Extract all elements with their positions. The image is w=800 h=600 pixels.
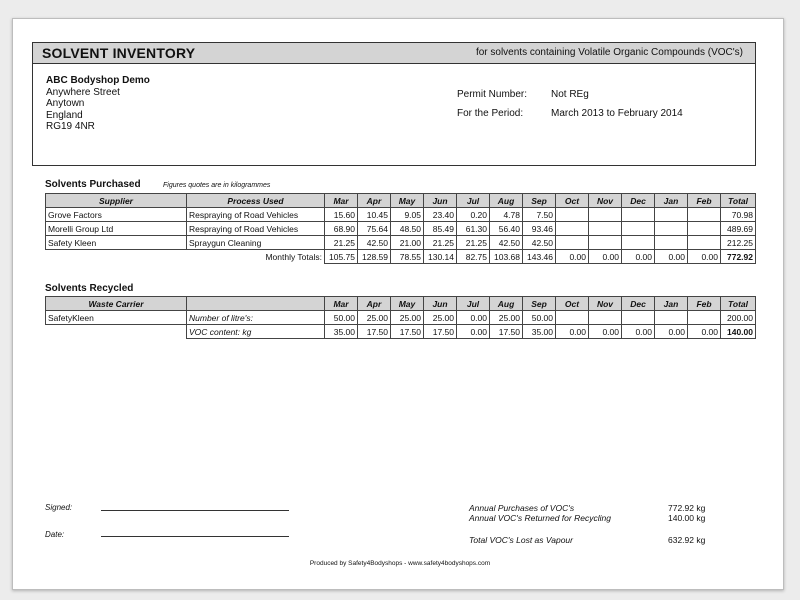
month-value-cell: 42.50 — [358, 236, 391, 250]
litres-value-cell — [622, 311, 655, 325]
total-lost-value: 632.92 kg — [668, 535, 706, 545]
month-value-cell: 93.46 — [523, 222, 556, 236]
month-value-cell — [556, 236, 589, 250]
recycled-section-title: Solvents Recycled — [45, 283, 134, 294]
monthly-total-cell: 130.14 — [424, 250, 457, 264]
row-total-cell: 212.25 — [721, 236, 756, 250]
produced-by-footer: Produced by Safety4Bodyshops - www.safety4bodyshops.com — [309, 560, 491, 567]
voc-label: VOC content: kg — [187, 325, 325, 339]
company-address — [46, 75, 150, 133]
month-value-cell: 23.40 — [424, 208, 457, 222]
col-header-month: Apr — [358, 297, 391, 311]
col-header-month: Feb — [688, 194, 721, 208]
monthly-total-cell: 82.75 — [457, 250, 490, 264]
row-total-cell: 70.98 — [721, 208, 756, 222]
litres-value-cell: 25.00 — [490, 311, 523, 325]
col-header-month: Jul — [457, 297, 490, 311]
col-header-month: Mar — [325, 297, 358, 311]
voc-value-cell: 17.50 — [391, 325, 424, 339]
voc-value-cell: 35.00 — [523, 325, 556, 339]
litres-value-cell: 0.00 — [457, 311, 490, 325]
monthly-total-cell: 0.00 — [655, 250, 688, 264]
monthly-totals-row — [46, 250, 756, 264]
month-value-cell: 61.30 — [457, 222, 490, 236]
col-header-month: Aug — [490, 297, 523, 311]
litres-value-cell: 25.00 — [358, 311, 391, 325]
month-value-cell — [655, 208, 688, 222]
voc-value-cell: 0.00 — [622, 325, 655, 339]
litres-label: Number of litre's: — [187, 311, 325, 325]
month-value-cell: 42.50 — [490, 236, 523, 250]
month-value-cell — [622, 236, 655, 250]
permit-number-value: Not REg — [551, 89, 589, 100]
row-total-cell: 489.69 — [721, 222, 756, 236]
month-value-cell: 48.50 — [391, 222, 424, 236]
month-value-cell — [556, 222, 589, 236]
col-header-month: Nov — [589, 194, 622, 208]
monthly-totals-label: Monthly Totals: — [265, 251, 322, 262]
col-header-month: Sep — [523, 297, 556, 311]
monthly-total-cell: 143.46 — [523, 250, 556, 264]
date-line — [101, 536, 289, 537]
litres-value-cell: 50.00 — [523, 311, 556, 325]
month-value-cell — [688, 222, 721, 236]
permit-details — [457, 85, 683, 123]
month-value-cell: 9.05 — [391, 208, 424, 222]
voc-value-cell: 0.00 — [556, 325, 589, 339]
month-value-cell — [556, 208, 589, 222]
monthly-total-cell: 0.00 — [688, 250, 721, 264]
address-postcode: RG19 4NR — [46, 121, 95, 132]
col-header-process: Process Used — [187, 194, 325, 208]
page-subtitle: for solvents containing Volatile Organic Compounds (VOC's) — [475, 47, 743, 58]
col-header-supplier: Supplier — [46, 194, 187, 208]
month-value-cell: 15.60 — [325, 208, 358, 222]
purchased-row — [46, 236, 756, 250]
blank-cell — [46, 250, 187, 264]
month-value-cell: 21.25 — [457, 236, 490, 250]
litres-value-cell: 25.00 — [424, 311, 457, 325]
purchased-header-row — [46, 194, 756, 208]
col-header-month: May — [391, 297, 424, 311]
supplier-cell: Grove Factors — [46, 208, 187, 222]
col-header-month: Apr — [358, 194, 391, 208]
litres-value-cell — [655, 311, 688, 325]
info-box — [32, 63, 756, 166]
monthly-total-cell: 0.00 — [622, 250, 655, 264]
title-bar — [32, 42, 756, 64]
month-value-cell: 0.20 — [457, 208, 490, 222]
litres-value-cell: 25.00 — [391, 311, 424, 325]
month-value-cell — [589, 208, 622, 222]
litres-value-cell: 50.00 — [325, 311, 358, 325]
month-value-cell: 75.64 — [358, 222, 391, 236]
month-value-cell: 4.78 — [490, 208, 523, 222]
month-value-cell: 85.49 — [424, 222, 457, 236]
col-header-month: Oct — [556, 297, 589, 311]
col-header-carrier: Waste Carrier — [46, 297, 187, 311]
month-value-cell — [589, 222, 622, 236]
voc-value-cell: 0.00 — [688, 325, 721, 339]
address-town: Anytown — [46, 98, 85, 109]
litres-total-cell: 200.00 — [721, 311, 756, 325]
purchased-row — [46, 208, 756, 222]
month-value-cell — [589, 236, 622, 250]
voc-total-cell: 140.00 — [721, 325, 756, 339]
recycled-table — [45, 296, 756, 339]
process-cell: Respraying of Road Vehicles — [187, 208, 325, 222]
month-value-cell: 21.00 — [391, 236, 424, 250]
carrier-cell: SafetyKleen — [46, 311, 187, 325]
month-value-cell: 7.50 — [523, 208, 556, 222]
col-header-month: Mar — [325, 194, 358, 208]
grand-total-cell: 772.92 — [721, 250, 756, 264]
voc-value-cell: 0.00 — [457, 325, 490, 339]
company-name: ABC Bodyshop Demo — [46, 75, 150, 86]
month-value-cell — [688, 236, 721, 250]
signed-label: Signed: — [45, 503, 73, 512]
col-header-month: Nov — [589, 297, 622, 311]
col-header-month: Dec — [622, 297, 655, 311]
litres-value-cell — [556, 311, 589, 325]
month-value-cell — [655, 222, 688, 236]
monthly-total-cell: 0.00 — [589, 250, 622, 264]
purchased-section-title: Solvents Purchased — [45, 179, 141, 190]
annual-purchases-label: Annual Purchases of VOC's — [469, 503, 575, 513]
col-header-month: Jun — [424, 297, 457, 311]
purchased-row — [46, 222, 756, 236]
month-value-cell: 68.90 — [325, 222, 358, 236]
voc-value-cell: 17.50 — [424, 325, 457, 339]
voc-value-cell: 17.50 — [490, 325, 523, 339]
col-header-blank — [187, 297, 325, 311]
month-value-cell: 10.45 — [358, 208, 391, 222]
purchased-table — [45, 193, 756, 264]
annual-returned-label: Annual VOC's Returned for Recycling — [469, 513, 611, 523]
voc-row — [46, 325, 756, 339]
monthly-total-cell: 78.55 — [391, 250, 424, 264]
supplier-cell: Morelli Group Ltd — [46, 222, 187, 236]
period-label: For the Period: — [457, 108, 524, 119]
monthly-total-cell: 105.75 — [325, 250, 358, 264]
col-header-month: Sep — [523, 194, 556, 208]
col-header-month: Jan — [655, 194, 688, 208]
voc-value-cell: 0.00 — [655, 325, 688, 339]
month-value-cell: 42.50 — [523, 236, 556, 250]
col-header-total: Total — [721, 194, 756, 208]
recycled-header-row — [46, 297, 756, 311]
purchased-note: Figures quotes are in kilogrammes — [163, 182, 271, 189]
blank-cell — [46, 325, 187, 339]
col-header-month: Feb — [688, 297, 721, 311]
col-header-month: Jun — [424, 194, 457, 208]
date-label: Date: — [45, 530, 65, 539]
address-street: Anywhere Street — [46, 86, 120, 98]
litres-row — [46, 311, 756, 325]
col-header-month: Oct — [556, 194, 589, 208]
monthly-total-cell: 0.00 — [556, 250, 589, 264]
month-value-cell: 21.25 — [424, 236, 457, 250]
supplier-cell: Safety Kleen — [46, 236, 187, 250]
month-value-cell — [688, 208, 721, 222]
monthly-total-cell: 128.59 — [358, 250, 391, 264]
col-header-month: Jul — [457, 194, 490, 208]
month-value-cell — [622, 208, 655, 222]
col-header-month: May — [391, 194, 424, 208]
page-title: SOLVENT INVENTORY — [42, 45, 196, 61]
period-value: March 2013 to February 2014 — [551, 108, 683, 119]
process-cell: Spraygun Cleaning — [187, 236, 325, 250]
annual-purchases-value: 772.92 kg — [668, 503, 706, 513]
permit-number-label: Permit Number: — [457, 89, 528, 100]
monthly-total-cell: 103.68 — [490, 250, 523, 264]
signature-line — [101, 510, 289, 511]
col-header-total: Total — [721, 297, 756, 311]
col-header-month: Dec — [622, 194, 655, 208]
process-cell: Respraying of Road Vehicles — [187, 222, 325, 236]
month-value-cell — [655, 236, 688, 250]
col-header-month: Aug — [490, 194, 523, 208]
litres-value-cell — [589, 311, 622, 325]
month-value-cell: 56.40 — [490, 222, 523, 236]
month-value-cell — [622, 222, 655, 236]
annual-returned-value: 140.00 kg — [668, 513, 706, 523]
total-lost-label: Total VOC's Lost as Vapour — [469, 535, 573, 545]
litres-value-cell — [688, 311, 721, 325]
voc-value-cell: 17.50 — [358, 325, 391, 339]
voc-value-cell: 0.00 — [589, 325, 622, 339]
address-country: England — [46, 109, 83, 121]
voc-value-cell: 35.00 — [325, 325, 358, 339]
month-value-cell: 21.25 — [325, 236, 358, 250]
col-header-month: Jan — [655, 297, 688, 311]
